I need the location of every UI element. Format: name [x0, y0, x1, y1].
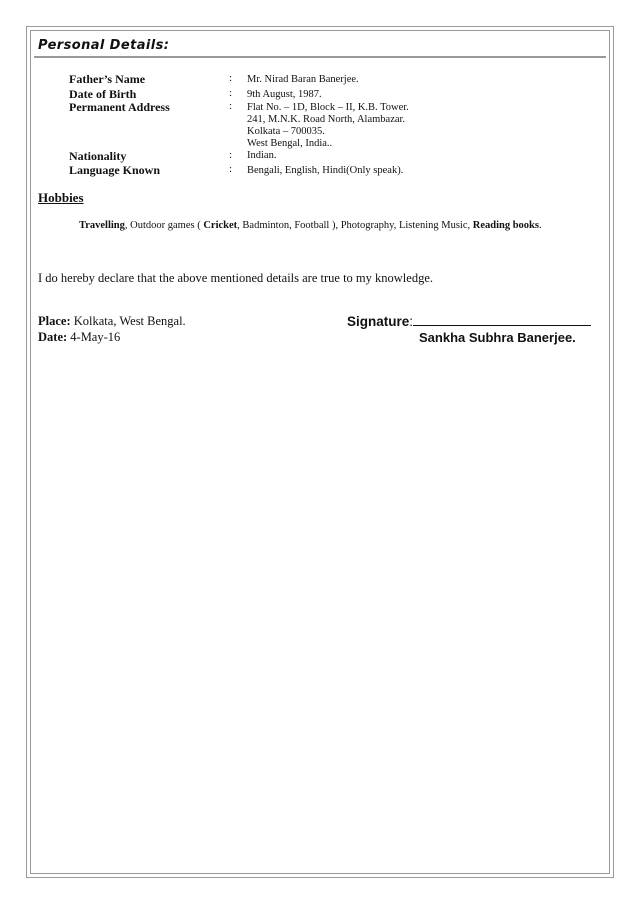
place-line [38, 314, 186, 329]
detail-label: Date of Birth [69, 87, 137, 101]
declaration-text: I do hereby declare that the above mentioned details are true to my knowledge. [38, 271, 433, 285]
detail-colon: : [229, 163, 233, 175]
detail-label: Language Known [69, 163, 161, 177]
detail-value: 9th August, 1987. [247, 89, 322, 100]
hobbies-title: Hobbies [38, 190, 84, 205]
section-header [34, 32, 606, 58]
signature-block [347, 313, 591, 329]
detail-label: Nationality [69, 149, 127, 163]
detail-colon: : [229, 149, 233, 161]
detail-value: Mr. Nirad Baran Banerjee. [247, 74, 359, 85]
detail-value-line: Flat No. – 1D, Block – II, K.B. Tower. [247, 102, 409, 113]
detail-value: Bengali, English, Hindi(Only speak). [247, 165, 404, 176]
detail-label: Permanent Address [69, 100, 170, 114]
detail-value-line: 241, M.N.K. Road North, Alambazar. [247, 114, 406, 125]
detail-colon: : [229, 87, 233, 99]
detail-value-line: West Bengal, India.. [247, 138, 333, 149]
hobby-item: Cricket [203, 220, 238, 231]
date-line [38, 330, 120, 345]
hobby-text: . [538, 220, 542, 231]
hobby-item: Reading books [472, 220, 539, 231]
detail-value-line: Kolkata – 700035. [247, 126, 325, 137]
hobby-text: , Badminton, Football ), Photography, Listening Music, [237, 220, 473, 231]
hobby-text: , Outdoor games ( [124, 220, 204, 231]
signature-colon: : [409, 314, 414, 329]
signature-label: Signature [347, 314, 410, 329]
hobby-item: Travelling [79, 220, 125, 231]
signature-line [413, 313, 591, 326]
detail-colon: : [229, 100, 233, 112]
hobbies-list [79, 220, 542, 231]
signatory-name: Sankha Subhra Banerjee. [419, 330, 576, 345]
place-label: Place: [38, 314, 71, 328]
detail-colon: : [229, 72, 233, 84]
date-label: Date: [38, 330, 68, 344]
detail-value: Indian. [247, 150, 277, 161]
place-value: Kolkata, West Bengal. [70, 314, 186, 328]
section-title: Personal Details: [38, 38, 170, 53]
detail-label: Father’s Name [69, 72, 146, 86]
date-value: 4-May-16 [67, 330, 121, 344]
